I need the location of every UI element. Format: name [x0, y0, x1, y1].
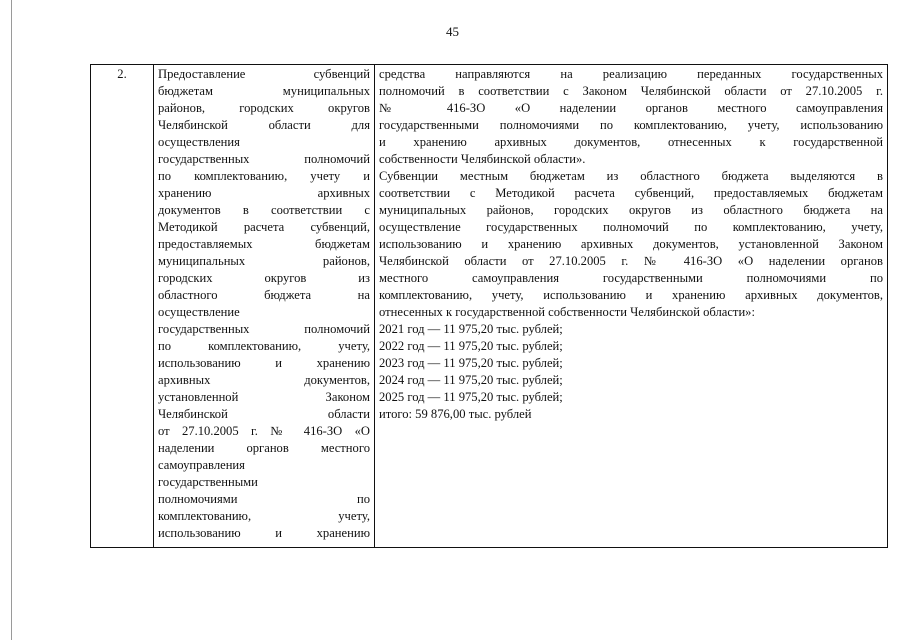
table-row: [91, 65, 888, 548]
text-line: государственными полномочиями по комплектованию, учету, использованию: [379, 118, 883, 132]
text-line: 2024 год — 11 975,20 тыс. рублей;: [379, 373, 563, 387]
measure-description-cell: [375, 65, 888, 548]
row-number-cell: [91, 65, 154, 548]
text-line: использованию и хранению: [158, 526, 370, 540]
text-line: предоставляемых бюджетам: [158, 237, 370, 251]
text-line: наделении органов местного: [158, 441, 370, 455]
text-line: осуществления: [158, 135, 240, 149]
text-line: комплектованию, учету, использованию и хранению архивных документов,: [379, 288, 883, 302]
text-line: 2021 год — 11 975,20 тыс. рублей;: [379, 322, 563, 336]
page-number: 45: [446, 24, 459, 39]
text-line: городских округов из: [158, 271, 370, 285]
text-line: государственных полномочий: [158, 152, 370, 166]
text-line: областного бюджета на: [158, 288, 370, 302]
text-line: государственными: [158, 475, 258, 489]
text-line: 2025 год — 11 975,20 тыс. рублей;: [379, 390, 563, 404]
text-line: отнесенных к государственной собственности Челябинской области»:: [379, 305, 755, 319]
text-line: и хранению архивных документов, отнесенных к государственной: [379, 135, 883, 149]
text-line: самоуправления: [158, 458, 245, 472]
text-line: № 416-ЗО «О наделении органов местного самоуправления: [379, 101, 883, 115]
text-line: собственности Челябинской области».: [379, 152, 586, 166]
text-line: районов, городских округов: [158, 101, 370, 115]
text-line: документов в соответствии с: [158, 203, 370, 217]
text-line: по комплектованию, учету,: [158, 339, 370, 353]
text-line: Челябинской области: [158, 407, 370, 421]
text-line: осуществление государственных полномочий по комплектованию, учету,: [379, 220, 883, 234]
text-line: использованию и хранению: [158, 356, 370, 370]
text-line: государственных полномочий: [158, 322, 370, 336]
text-line: муниципальных районов, городских округов из областного бюджета на: [379, 203, 883, 217]
text-line: использованию и хранению архивных документов, установленной Законом: [379, 237, 883, 251]
text-line: от 27.10.2005 г. № 416-ЗО «О: [158, 424, 370, 438]
text-line: муниципальных районов,: [158, 254, 370, 268]
row-number: 2.: [117, 67, 127, 81]
text-line: средства направляются на реализацию переданных государственных: [379, 67, 883, 81]
document-table: [90, 64, 888, 548]
text-line: осуществление: [158, 305, 240, 319]
text-line: Челябинской области для: [158, 118, 370, 132]
text-line: итого: 59 876,00 тыс. рублей: [379, 407, 532, 421]
text-line: местного самоуправления государственными полномочиями по: [379, 271, 883, 285]
text-line: 2022 год — 11 975,20 тыс. рублей;: [379, 339, 563, 353]
text-line: установленной Законом: [158, 390, 370, 404]
text-line: по комплектованию, учету и: [158, 169, 370, 183]
text-line: 2023 год — 11 975,20 тыс. рублей;: [379, 356, 563, 370]
text-line: соответствии с Методикой расчета субвенций, предоставляемых бюджетам: [379, 186, 883, 200]
measure-name-cell: [154, 65, 375, 548]
text-line: полномочий в соответствии с Законом Челябинской области от 27.10.2005 г.: [379, 84, 883, 98]
text-line: Челябинской области от 27.10.2005 г. № 416-ЗО «О наделении органов: [379, 254, 883, 268]
text-line: полномочиями по: [158, 492, 370, 506]
page-margin-line: [11, 0, 12, 640]
text-line: архивных документов,: [158, 373, 370, 387]
text-line: Методикой расчета субвенций,: [158, 220, 370, 234]
text-line: хранению архивных: [158, 186, 370, 200]
text-line: Предоставление субвенций: [158, 67, 370, 81]
text-line: бюджетам муниципальных: [158, 84, 370, 98]
text-line: Субвенции местным бюджетам из областного бюджета выделяются в: [379, 169, 883, 183]
text-line: комплектованию, учету,: [158, 509, 370, 523]
